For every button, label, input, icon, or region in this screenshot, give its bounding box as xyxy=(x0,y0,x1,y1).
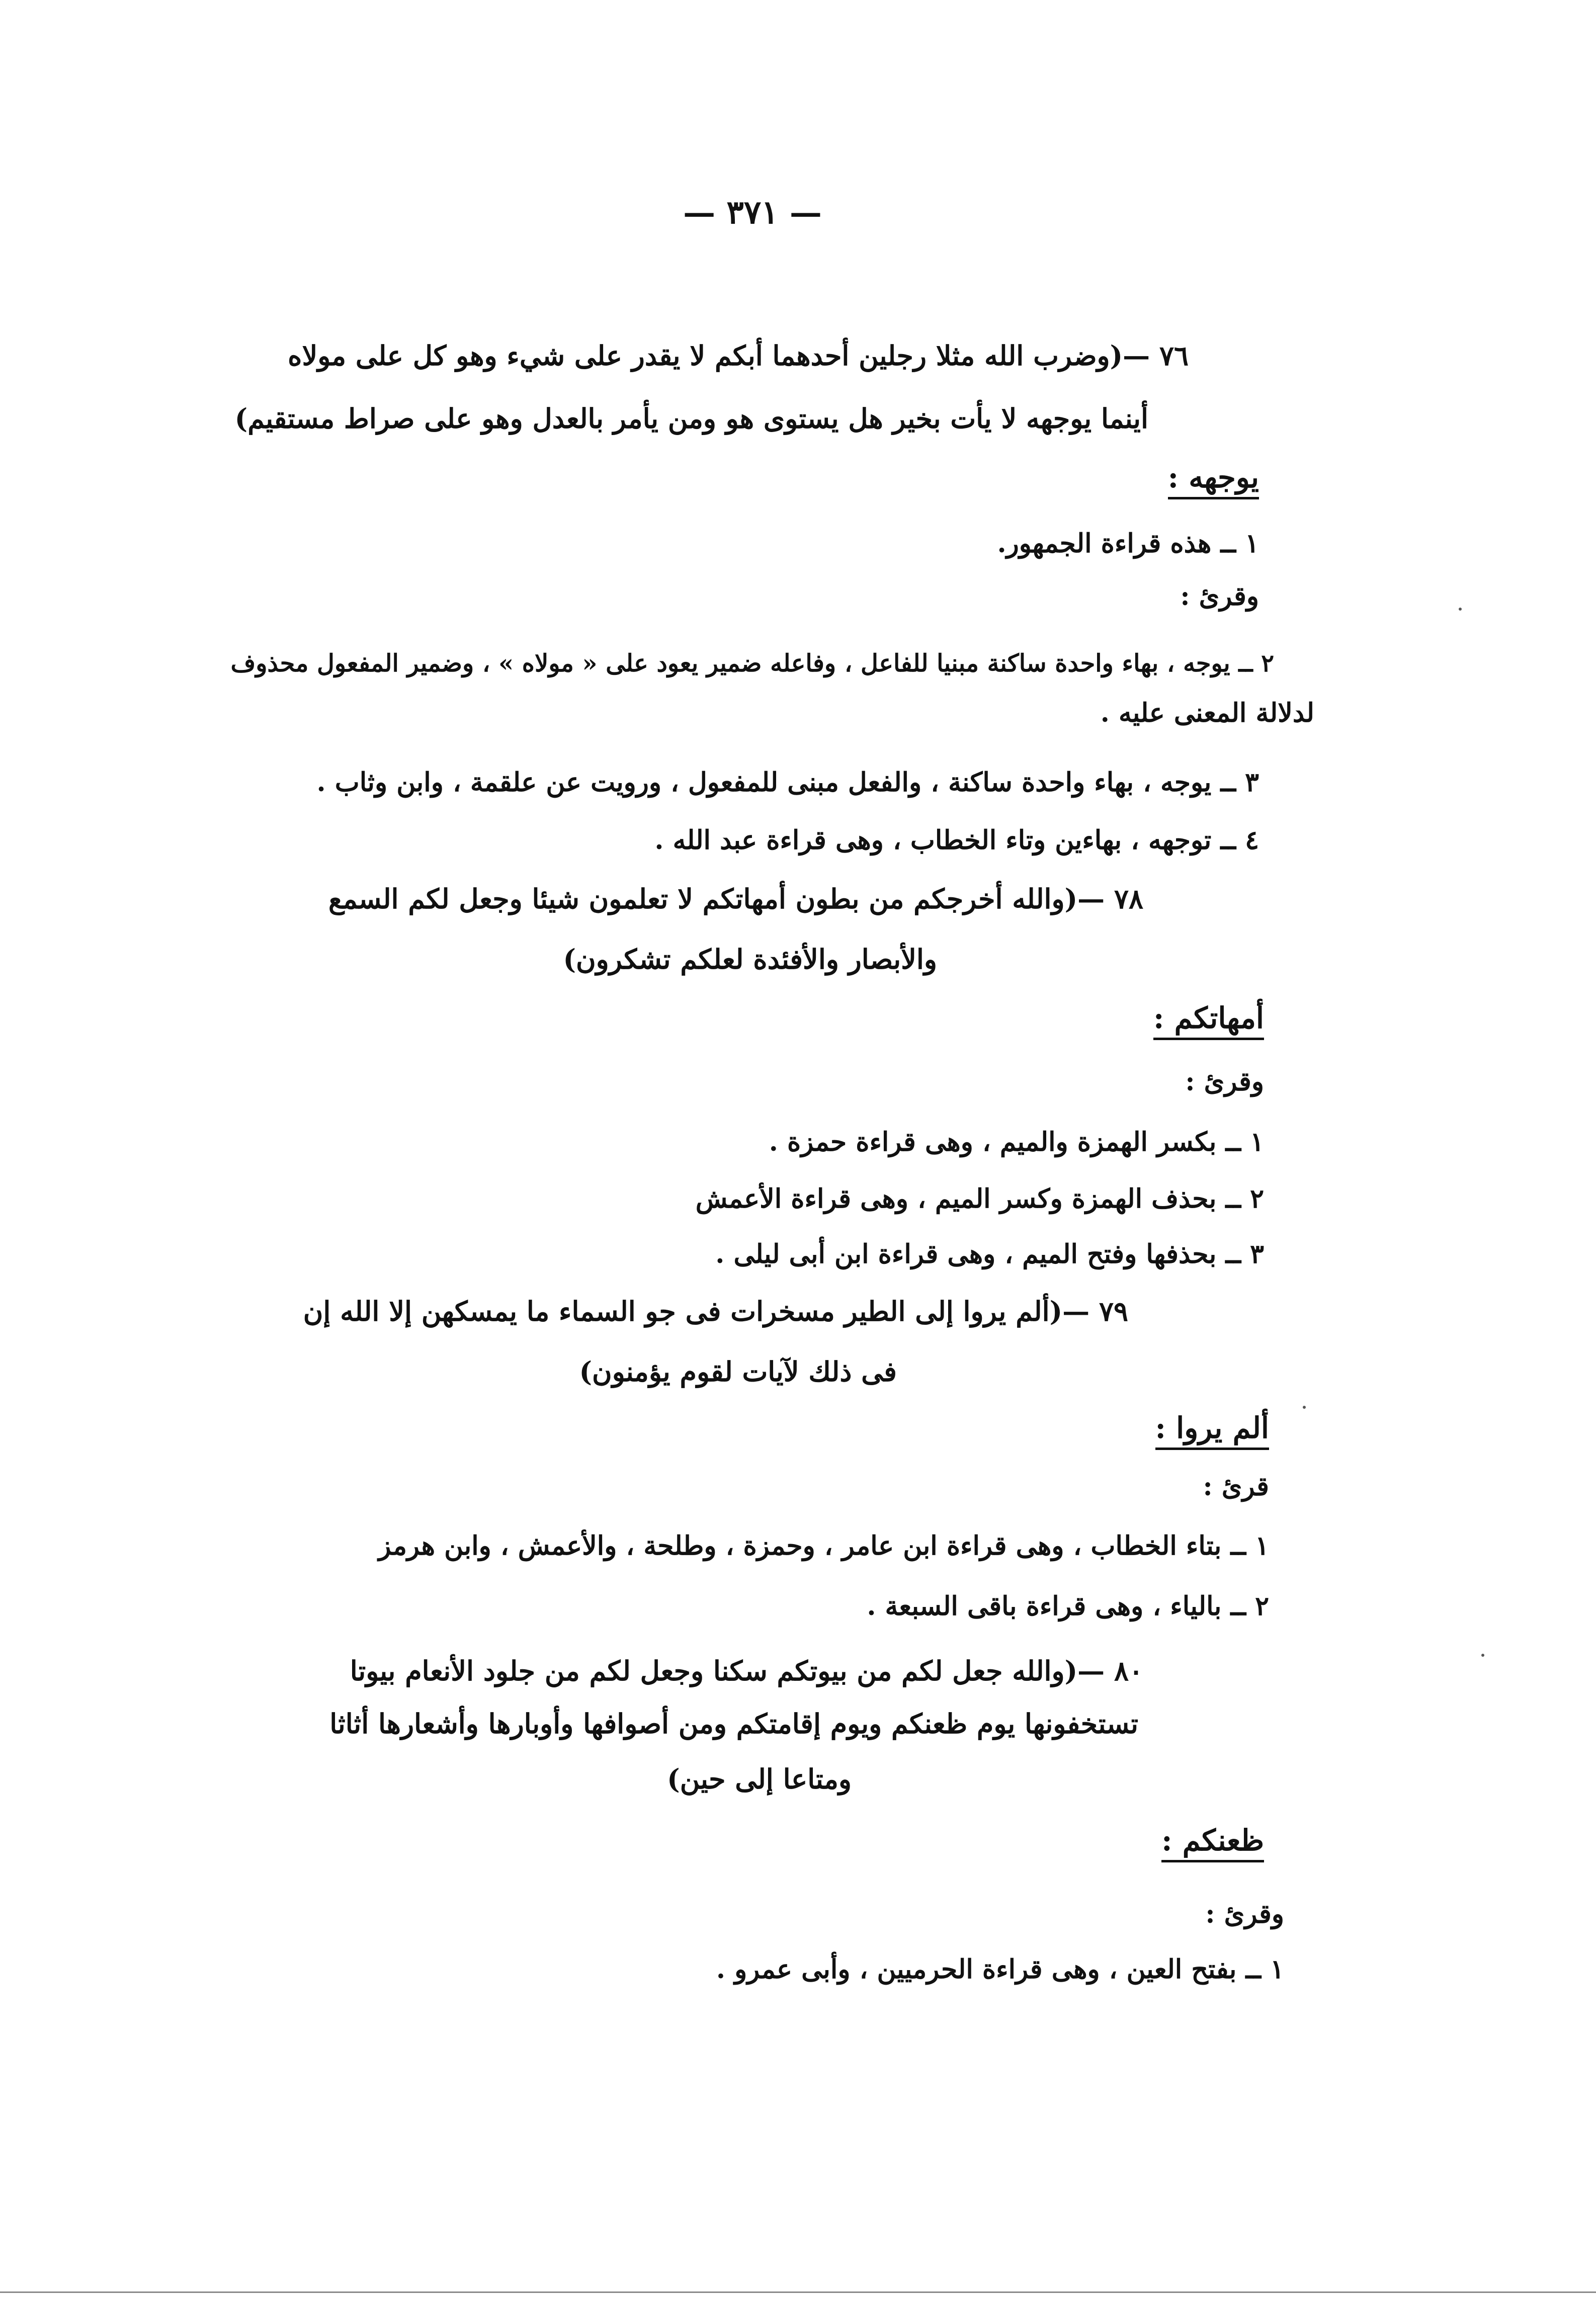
section-2-item-2: ٢ ــ بحذف الهمزة وكسر الميم ، وهى قراءة الأعمش xyxy=(695,1183,1264,1214)
verse-80-line-1: ٨٠ —(والله جعل لكم من بيوتكم سكنا وجعل لكم من جلود الأنعام بيوتا xyxy=(350,1655,1143,1687)
verse-78-line-1: ٧٨ —(والله أخرجكم من بطون أمهاتكم لا تعلمون شيئا وجعل لكم السمع xyxy=(328,883,1143,915)
section-heading-alam-yaraw: ألم يروا : xyxy=(1155,1413,1269,1450)
section-1-item-2-line-2: لدلالة المعنى عليه . xyxy=(1100,698,1314,728)
scan-speck xyxy=(1459,608,1462,611)
verse-78-line-2: والأبصار والأفئدة لعلكم تشكرون) xyxy=(563,943,937,975)
verse-80-line-2: تستخفونها يوم ظعنكم ويوم إقامتكم ومن أصوافها وأوبارها وأشعارها أثاثا xyxy=(329,1708,1138,1740)
section-1-item-4: ٤ ــ توجهه ، بهاءين وتاء الخطاب ، وهى قراءة عبد الله . xyxy=(654,825,1259,856)
section-3-item-1: ١ ــ بتاء الخطاب ، وهى قراءة ابن عامر ، وحمزة ، وطلحة ، والأعمش ، وابن هرمز xyxy=(378,1530,1269,1561)
section-heading-zanikum: ظعنكم : xyxy=(1161,1826,1264,1862)
section-heading-ummahatikum: أمهاتكم : xyxy=(1153,1003,1264,1040)
section-2-item-1: ١ ــ بكسر الهمزة والميم ، وهى قراءة حمزة . xyxy=(769,1127,1264,1157)
verse-79-line-1: ٧٩ —(ألم يروا إلى الطير مسخرات فى جو السماء ما يمسكهن إلا الله إن xyxy=(303,1295,1128,1327)
section-3-item-2: ٢ ــ بالياء ، وهى قراءة باقى السبعة . xyxy=(867,1591,1269,1622)
section-heading-yuwajjihhu: يوجهه : xyxy=(1168,463,1259,499)
page-bottom-edge xyxy=(0,2291,1596,2293)
page-number: — ٣٧١ — xyxy=(683,194,822,231)
section-2-read-label: وقرئ : xyxy=(1185,1066,1264,1097)
section-1-item-1: ١ ــ هذه قراءة الجمهور. xyxy=(997,528,1259,559)
scan-speck xyxy=(1303,1406,1306,1409)
section-1-item-2-line-1: ٢ ــ يوجه ، بهاء واحدة ساكنة مبنيا للفاعل ، وفاعله ضمير يعود على « مولاه » ، وضمير المفعول محذوف xyxy=(230,649,1274,677)
verse-79-line-2: فى ذلك لآيات لقوم يؤمنون) xyxy=(579,1355,897,1388)
section-1-read-label: وقرئ : xyxy=(1180,581,1259,612)
section-3-read-label: قرئ : xyxy=(1203,1471,1269,1502)
section-4-read-label: وقرئ : xyxy=(1205,1899,1284,1929)
section-4-item-1: ١ ــ بفتح العين ، وهى قراءة الحرميين ، وأبى عمرو . xyxy=(716,1954,1284,1985)
section-2-item-3: ٣ ــ بحذفها وفتح الميم ، وهى قراءة ابن أبى ليلى . xyxy=(715,1239,1264,1269)
verse-80-line-3: ومتاعا إلى حين) xyxy=(667,1763,852,1795)
verse-76-line-2: أينما يوجهه لا يأت بخير هل يستوى هو ومن يأمر بالعدل وهو على صراط مستقيم) xyxy=(234,402,1148,435)
scan-speck xyxy=(1481,1654,1484,1657)
section-1-item-3: ٣ ــ يوجه ، بهاء واحدة ساكنة ، والفعل مبنى للمفعول ، ورويت عن علقمة ، وابن وثاب . xyxy=(316,767,1259,798)
verse-76-line-1: ٧٦ —(وضرب الله مثلا رجلين أحدهما أبكم لا يقدر على شيء وهو كل على مولاه xyxy=(288,339,1189,372)
